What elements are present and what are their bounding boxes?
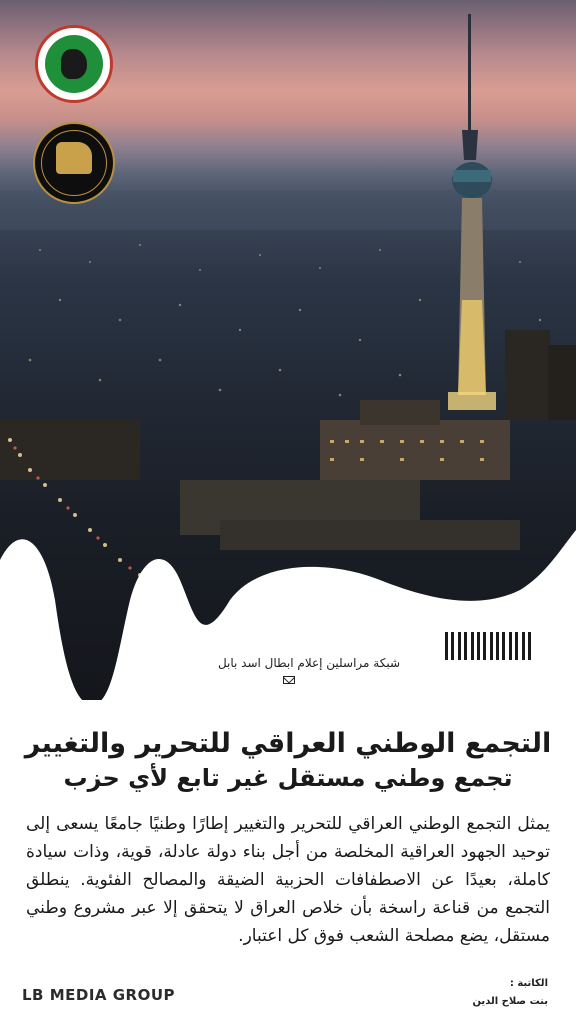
subtitle: تجمع وطني مستقل غير تابع لأي حزب — [63, 764, 513, 792]
author-name: بنت صلاح الدين — [472, 996, 548, 1007]
mail-icon — [283, 676, 295, 684]
babel-lions-emblem-icon — [33, 122, 115, 204]
body-paragraph: يمثل التجمع الوطني العراقي للتحرير والتغيير إطارًا وطنيًا جامعًا يسعى إلى توحيد الجهود العراقية المخلصة من أجل بناء دولة عادلة، قوية، وذات سيادة كاملة، بعيدًا عن الاصطفافات الحزبية الضيقة والمصالح الفئوية. ينطلق التجمع من قناعة راسخة بأن خلاص العراق لا يتحقق إلا عبر مشروع وطني مستقل، يضع مصلحة الشعب فوق كل اعتبار. — [26, 814, 550, 946]
author-label: الكاتبة : — [509, 978, 548, 989]
main-title: التجمع الوطني العراقي للتحرير والتغيير — [24, 728, 552, 759]
network-label: شبكة مراسلين إعلام ابطال اسد بابل — [217, 656, 400, 670]
barcode-icon — [445, 632, 531, 660]
lb-media-group-logo: LB MEDIA GROUP — [22, 986, 176, 1004]
emblem-ring — [41, 130, 107, 196]
iraq-map-emblem — [45, 35, 103, 93]
party-emblem-icon — [35, 25, 113, 103]
